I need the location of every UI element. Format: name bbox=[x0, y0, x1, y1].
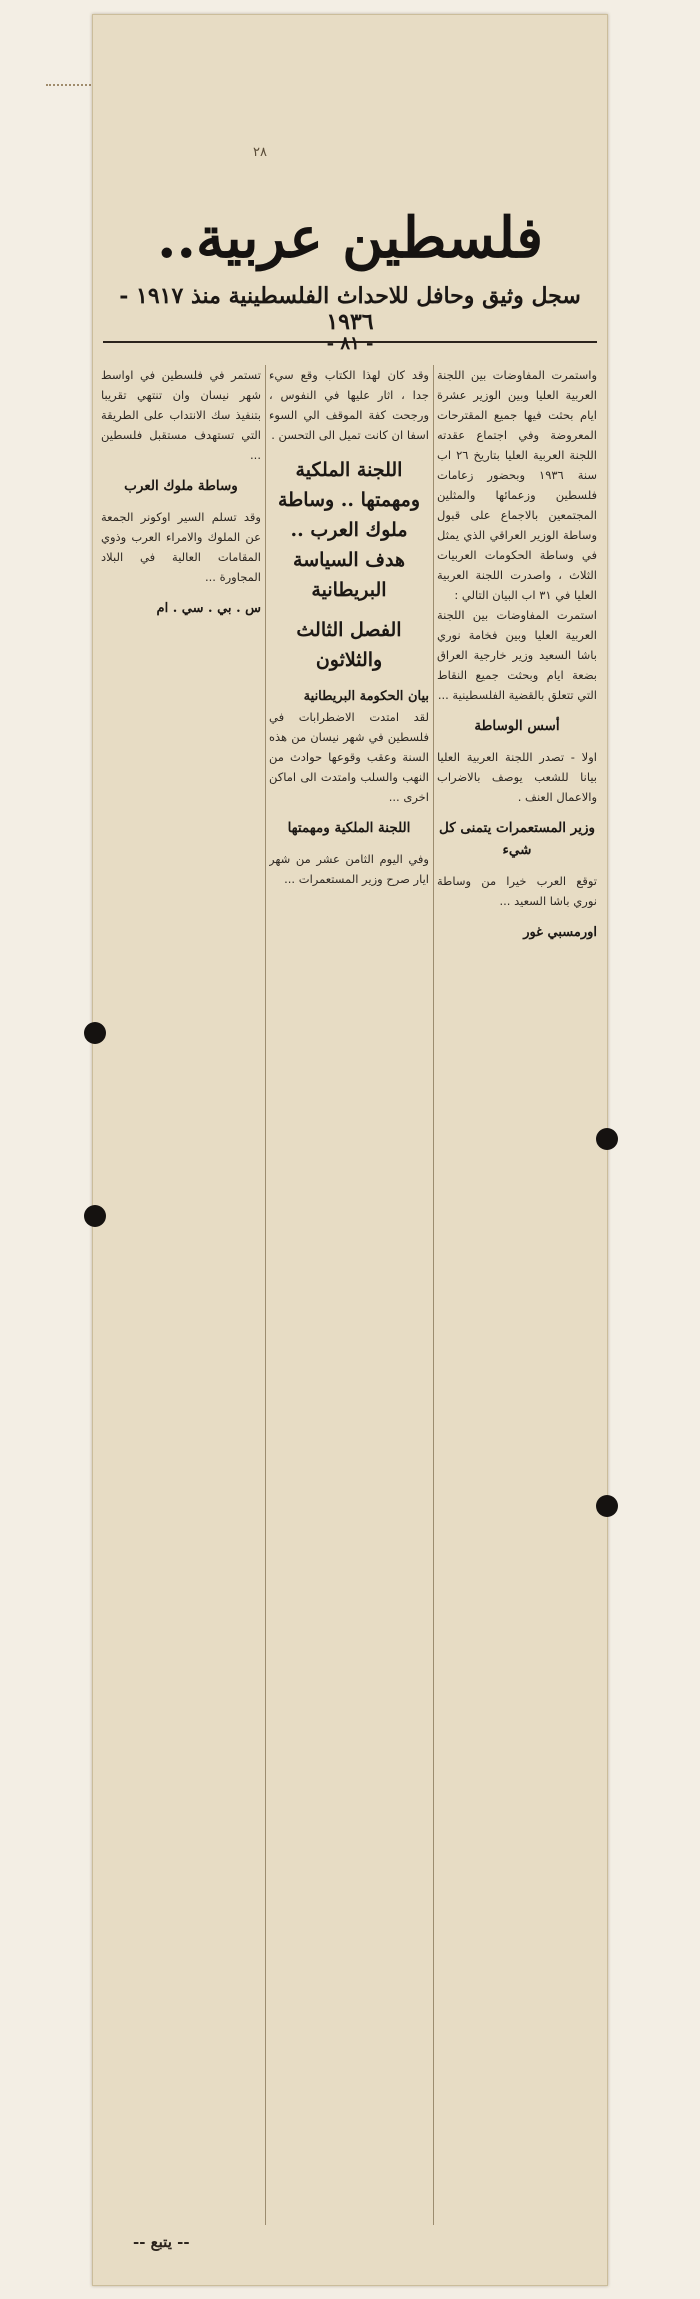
page-number: ٢٨ bbox=[253, 145, 267, 160]
section-heading: وساطة ملوك العرب bbox=[124, 478, 238, 494]
byline: بيان الحكومة البريطانية bbox=[303, 689, 429, 704]
binder-hole bbox=[596, 1128, 618, 1150]
binder-hole bbox=[84, 1205, 106, 1227]
binder-hole bbox=[84, 1022, 106, 1044]
section-heading: أسس الوساطة bbox=[474, 718, 560, 734]
column-left-paragraph: تستمر في فلسطين في اواسط شهر نيسان وان تنتهي تقريبا بتنفيذ سك الانتداب على الطريقة التي تستهدف مستقبل فلسطين ... bbox=[101, 368, 261, 462]
column-left-paragraph: وقد تسلم السير اوكونر الجمعة عن الملوك والامراء العرب وذوي المقامات العالية في البلاد المجاورة ... bbox=[101, 510, 261, 584]
column-middle-paragraph: وفي اليوم الثامن عشر من شهر ايار صرح وزير المستعمرات ... bbox=[269, 852, 429, 886]
column-right bbox=[437, 365, 597, 2235]
binder-hole bbox=[596, 1495, 618, 1517]
column-divider bbox=[265, 365, 266, 2225]
signature: اورمسبي غور bbox=[523, 925, 597, 940]
chapter-heading: الفصل الثالث والثلاثون bbox=[296, 619, 402, 671]
episode-number: - ٨١ - bbox=[326, 333, 374, 354]
section-heading: اللجنة الملكية ومهمتها bbox=[287, 820, 411, 836]
signature: س . بي . سي . ام bbox=[156, 601, 261, 616]
column-middle bbox=[269, 365, 429, 2235]
headline: فلسطين عربية.. bbox=[156, 205, 544, 271]
column-right-paragraph: استمرت المفاوضات بين اللجنة العربية العليا وبين فخامة نوري باشا السعيد وزير خارجية العراق بضعة ايام وبحثت جميع النقاط التي تتعلق بالقضية الفلسطينية ... bbox=[437, 608, 597, 702]
column-right-paragraph: توقع العرب خيرا من وساطة نوري باشا السعيد ... bbox=[437, 874, 597, 908]
newspaper-clipping bbox=[92, 14, 608, 2286]
column-middle-paragraph: وقد كان لهذا الكتاب وقع سيء جدا ، اثار عليها في النفوس ، ورجحت كفة الموقف الي السوء اسفا ان كانت تميل الى التحسن . bbox=[269, 368, 429, 442]
column-left bbox=[101, 365, 261, 2235]
continued-label: -- يتبع -- bbox=[133, 2233, 190, 2251]
column-right-paragraph: اولا - تصدر اللجنة العربية العليا بيانا للشعب يوصف بالاضراب والاعمال العنف . bbox=[437, 750, 597, 804]
column-right-paragraph: واستمرت المفاوضات بين اللجنة العربية العليا وبين الوزير عشرة ايام بحثت فيها جميع المقترحات المعروضة وفي اجتماع عقدته اللجنة العربية العليا بتاريخ ٢٦ اب سنة ١٩٣٦ وبحضور زعامات فلسطين وزعمائها والمثلين المجتمعين بالاجماع على قبول وساطة الوزير العراقي الذي يمثل في وساطة الحكومات العربيات الثلاث ، واصدرت اللجنة العربية العليا في ٣١ اب البيان التالي : bbox=[437, 368, 597, 602]
section-heading: اللجنة الملكية ومهمتها .. وساطة ملوك العرب .. هدف السياسة البريطانية bbox=[277, 459, 421, 601]
subheadline: سجل وثيق وحافل للاحداث الفلسطينية منذ ١٩١٧ - ١٩٣٦ bbox=[103, 283, 597, 343]
section-heading: وزير المستعمرات يتمنى كل شيء bbox=[439, 820, 595, 858]
column-divider bbox=[433, 365, 434, 2225]
column-middle-paragraph: لقد امتدت الاضطرابات في فلسطين في شهر نيسان من هذه السنة وعقب وقوعها حوادث من النهب والسلب وامتدت الى اماكن اخرى ... bbox=[269, 710, 429, 804]
